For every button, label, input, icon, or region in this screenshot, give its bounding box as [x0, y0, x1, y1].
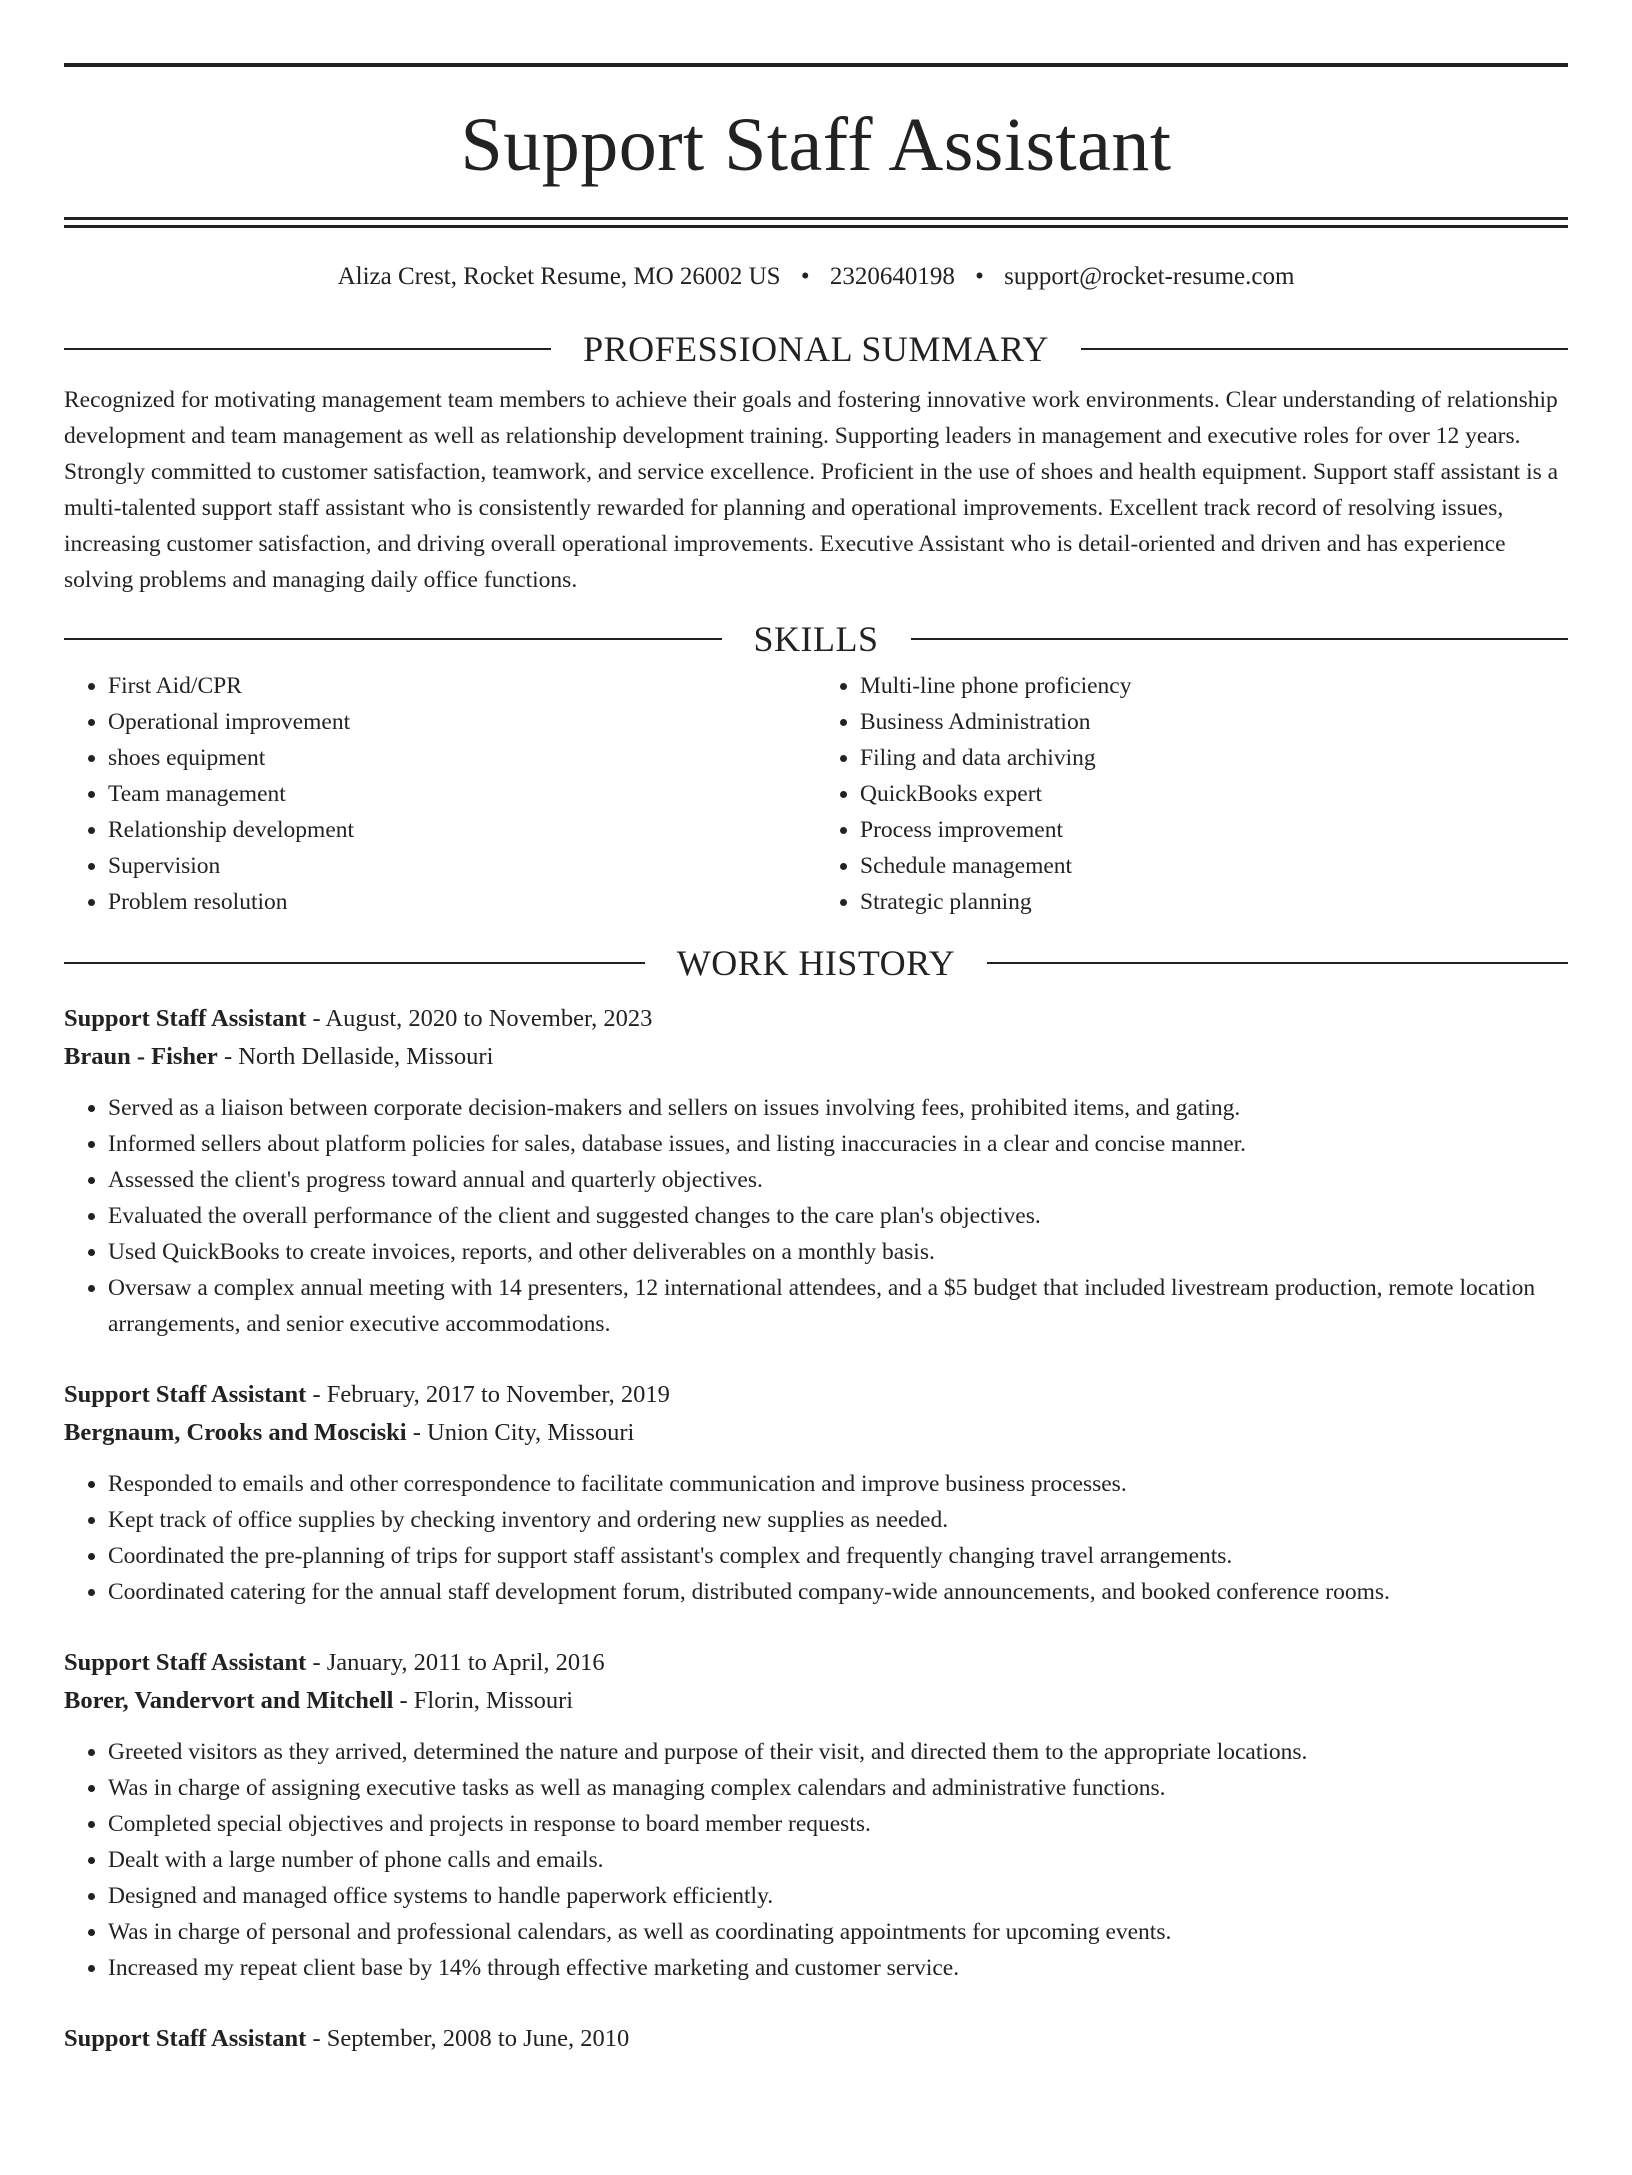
job-bullet: • Informed sellers about platform policies for sales, database issues, and listing inaccuracies in a clear and concise manner. — [108, 1126, 1568, 1162]
job-entry — [64, 2020, 1568, 2058]
work-title: WORK HISTORY — [676, 943, 956, 983]
skill-item: • QuickBooks expert — [860, 776, 1568, 812]
job-location: - Florin, Missouri — [393, 1687, 574, 1714]
heading-rule-left — [64, 638, 722, 640]
job-title: Support Staff Assistant — [64, 1005, 307, 1032]
skill-item: • Relationship development — [108, 812, 816, 848]
job-company: Braun - Fisher — [64, 1043, 218, 1070]
job-title-line — [64, 1644, 1568, 1682]
heading-rule-left — [64, 348, 551, 350]
job-bullet: • Served as a liaison between corporate decision-makers and sellers on issues involving fees, prohibited items, and gating. — [108, 1090, 1568, 1126]
job-bullet: • Coordinated catering for the annual staff development forum, distributed company-wide announcements, and booked conference rooms. — [108, 1574, 1568, 1610]
job-company: Bergnaum, Crooks and Mosciski — [64, 1419, 407, 1446]
job-company-line — [64, 1414, 1568, 1452]
heading-rule-right — [911, 638, 1569, 640]
skill-item: • Strategic planning — [860, 884, 1568, 920]
heading-rule-right — [1081, 348, 1568, 350]
skill-item: • Team management — [108, 776, 816, 812]
heading-rule-left — [64, 962, 645, 964]
job-title: Support Staff Assistant — [64, 1381, 307, 1408]
skill-item: • Schedule management — [860, 848, 1568, 884]
job-bullet: • Oversaw a complex annual meeting with 14 presenters, 12 international attendees, and a $5 budget that included livestream production, remote location arrangements, and senior executive accommodations. — [108, 1270, 1568, 1342]
job-title: Support Staff Assistant — [64, 2025, 307, 2052]
summary-text: Recognized for motivating management team members to achieve their goals and fostering innovative work environments. Clear understanding of relationship development and team management as well as relationship development training. Supporting leaders in management and executive roles for over 12 years. Strongly committed to customer satisfaction, teamwork, and service excellence. Proficient in the use of shoes and health equipment. Support staff assistant is a multi-talented support staff assistant who is consistently rewarded for planning and operational improvements. Excellent track record of resolving issues, increasing customer satisfaction, and driving overall operational improvements. Executive Assistant who is detail-oriented and driven and has experience solving problems and managing daily office functions. — [64, 387, 1559, 593]
heading-rule-right — [987, 962, 1568, 964]
job-bullet: • Was in charge of personal and professional calendars, as well as coordinating appointments for upcoming events. — [108, 1914, 1568, 1950]
job-bullet: • Evaluated the overall performance of the client and suggested changes to the care plan's objectives. — [108, 1198, 1568, 1234]
job-entry — [64, 1000, 1568, 1342]
skill-item: • Business Administration — [860, 704, 1568, 740]
double-rule — [64, 217, 1568, 228]
resume-name: Support Staff Assistant — [460, 103, 1172, 187]
job-bullet: • Was in charge of assigning executive tasks as well as managing complex calendars and administrative functions. — [108, 1770, 1568, 1806]
skill-item: • Filing and data archiving — [860, 740, 1568, 776]
job-title-line — [64, 2020, 1568, 2058]
job-bullet: • Completed special objectives and projects in response to board member requests. — [108, 1806, 1568, 1842]
job-entry — [64, 1644, 1568, 1986]
skill-item: • Process improvement — [860, 812, 1568, 848]
job-dates: - February, 2017 to November, 2019 — [306, 1381, 670, 1408]
job-bullets — [64, 1466, 1568, 1610]
job-title: Support Staff Assistant — [64, 1649, 307, 1676]
job-dates: - January, 2011 to April, 2016 — [306, 1649, 605, 1676]
work-heading — [64, 942, 1568, 984]
skill-item: • shoes equipment — [108, 740, 816, 776]
skills-column-right — [816, 668, 1568, 920]
skill-item: • Supervision — [108, 848, 816, 884]
job-entry — [64, 1376, 1568, 1610]
job-company: Borer, Vandervort and Mitchell — [64, 1687, 394, 1714]
job-bullet: • Assessed the client's progress toward annual and quarterly objectives. — [108, 1162, 1568, 1198]
job-bullets — [64, 1090, 1568, 1342]
resume-page — [0, 63, 1632, 2175]
skill-item: • Multi-line phone proficiency — [860, 668, 1568, 704]
contact-separator: • — [975, 263, 984, 290]
job-title-line — [64, 1000, 1568, 1038]
job-bullet: • Designed and managed office systems to handle paperwork efficiently. — [108, 1878, 1568, 1914]
job-bullet: • Responded to emails and other correspondence to facilitate communication and improve business processes. — [108, 1466, 1568, 1502]
contact-separator: • — [800, 263, 810, 290]
contact-email: support@rocket-resume.com — [1004, 263, 1295, 290]
job-bullet: • Coordinated the pre-planning of trips for support staff assistant's complex and frequently changing travel arrangements. — [108, 1538, 1568, 1574]
job-title-line — [64, 1376, 1568, 1414]
summary-title: PROFESSIONAL SUMMARY — [583, 329, 1049, 369]
job-company-line — [64, 1682, 1568, 1720]
job-bullet: • Kept track of office supplies by checking inventory and ordering new supplies as needed. — [108, 1502, 1568, 1538]
skill-item: • Problem resolution — [108, 884, 816, 920]
contact-line — [64, 262, 1568, 292]
job-bullets — [64, 1734, 1568, 1986]
contact-phone: 2320640198 — [829, 263, 955, 290]
top-rule — [64, 63, 1568, 67]
summary-heading — [64, 328, 1568, 370]
skill-item: • Operational improvement — [108, 704, 816, 740]
job-dates: - September, 2008 to June, 2010 — [306, 2025, 630, 2052]
job-location: - North Dellaside, Missouri — [217, 1043, 494, 1070]
skills-heading — [64, 618, 1568, 660]
job-company-line — [64, 1038, 1568, 1076]
work-history — [64, 1000, 1568, 2058]
job-bullet: • Used QuickBooks to create invoices, reports, and other deliverables on a monthly basis. — [108, 1234, 1568, 1270]
job-bullet: • Dealt with a large number of phone calls and emails. — [108, 1842, 1568, 1878]
skills-column-left — [64, 668, 816, 920]
skill-item: • First Aid/CPR — [108, 668, 816, 704]
skills-list — [64, 668, 1568, 920]
skills-title: SKILLS — [753, 619, 879, 659]
job-location: - Union City, Missouri — [406, 1419, 635, 1446]
contact-address: Aliza Crest, Rocket Resume, MO 26002 US — [337, 263, 781, 290]
job-bullet: • Increased my repeat client base by 14% through effective marketing and customer service. — [108, 1950, 1568, 1986]
job-dates: - August, 2020 to November, 2023 — [306, 1005, 653, 1032]
job-bullet: • Greeted visitors as they arrived, determined the nature and purpose of their visit, and directed them to the appropriate locations. — [108, 1734, 1568, 1770]
